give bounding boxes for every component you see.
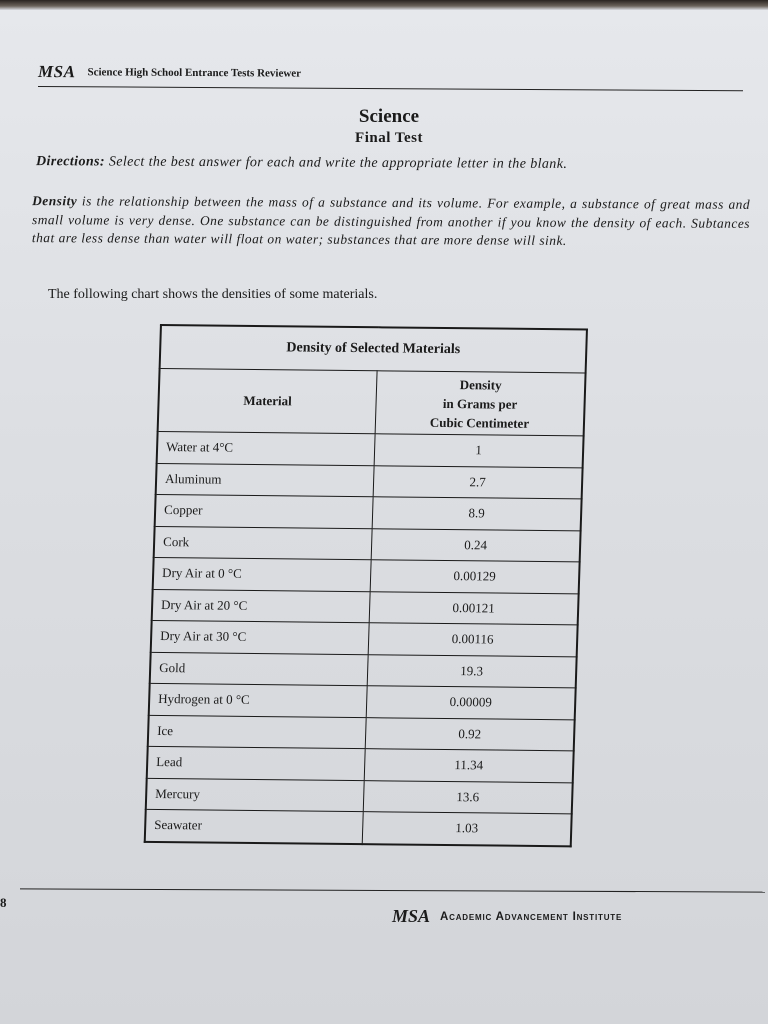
footer-msa-logo: MSA [392,906,431,926]
table-row [150,652,577,688]
table-row [146,778,573,814]
table-row [156,463,583,499]
chart-intro: The following chart shows the densities of some materials. [48,287,378,302]
header-density [375,371,585,436]
density-paragraph [32,192,750,251]
density-table [144,324,588,847]
header-density-line2: in Grams per [442,395,518,412]
density-paragraph-text: is the relationship between the mass of a substance and its volume. For example, a substance of great mass and small volume is very dense. One substance can be distinguished from another if you know the density of each. Subtances that are less dense than water will float on water; substances that are more dense will sink. [31,193,751,248]
density-cell: 11.34 [364,749,573,783]
density-cell: 19.3 [367,654,576,688]
density-cell: 0.00116 [368,623,577,657]
table-row [151,620,578,656]
density-cell: 1 [374,434,583,468]
material-cell: Dry Air at 20 °C [152,589,370,623]
table-row [155,494,582,530]
density-cell: 0.00129 [370,560,579,594]
footer-brand [392,906,622,927]
density-term: Density [32,193,78,209]
page-title: Science [358,106,420,127]
density-cell: 13.6 [363,780,572,814]
directions-text: Select the best answer for each and write the appropriate letter in the blank. [108,154,568,172]
directions [36,154,751,174]
material-cell: Seawater [145,809,363,843]
material-cell: Water at 4°C [157,431,375,465]
footer-rule [20,888,765,892]
table-row [149,683,576,719]
table-row [153,557,580,593]
density-cell: 2.7 [373,465,582,499]
table-row [154,526,581,562]
table-row [145,809,572,845]
density-cell: 8.9 [372,497,581,531]
density-cell: 0.00121 [369,591,578,625]
header-material: Material [158,368,377,433]
footer-institute-name: Academic Advancement Institute [440,911,623,923]
msa-logo: MSA [38,62,76,82]
header-text: Science High School Entrance Tests Reviewer [87,66,302,80]
page-subtitle: Final Test [355,130,423,146]
material-cell: Cork [154,526,372,560]
directions-label: Directions: [35,154,105,170]
table-row [157,431,584,467]
density-cell: 1.03 [362,812,571,846]
material-cell: Lead [147,746,365,780]
material-cell: Dry Air at 0 °C [153,557,371,591]
density-cell: 0.92 [365,717,574,751]
density-cell: 0.00009 [366,686,575,720]
material-cell: Aluminum [156,463,374,497]
table-row [152,589,579,625]
table-caption: Density of Selected Materials [160,325,587,373]
material-cell: Gold [150,652,368,686]
header-density-line3: Cubic Centimeter [429,414,530,431]
material-cell: Copper [155,494,373,528]
density-cell: 0.24 [371,528,580,562]
header-density-line1: Density [459,376,502,393]
material-cell: Mercury [146,778,364,812]
material-cell: Hydrogen at 0 °C [149,683,367,717]
page-top-edge [0,0,768,10]
material-cell: Dry Air at 30 °C [151,620,369,654]
page-header [38,62,743,91]
table-row [148,715,575,751]
material-cell: Ice [148,715,366,749]
table-row [147,746,574,782]
page-number: 8 [0,895,7,910]
